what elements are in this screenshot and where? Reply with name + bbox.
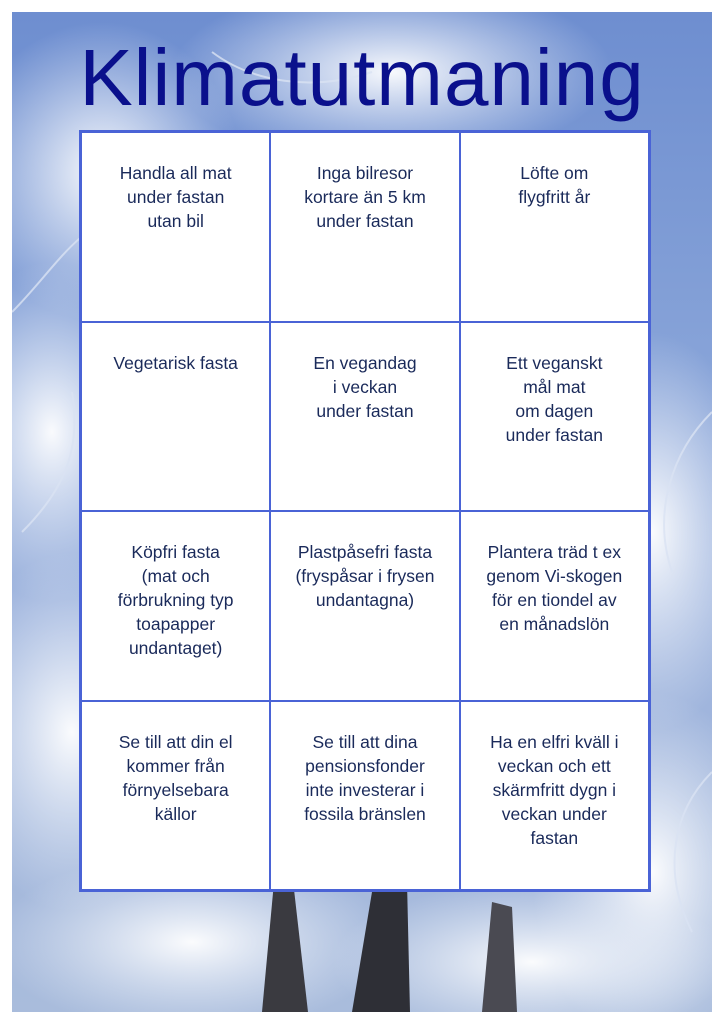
challenge-cell-5: En vegandag i veckan under fastan	[270, 322, 459, 512]
challenge-cell-10: Se till att din el kommer från förnyelsebara källor	[81, 701, 270, 891]
challenge-cell-4: Vegetarisk fasta	[81, 322, 270, 512]
challenge-cell-2: Inga bilresor kortare än 5 km under fastan	[270, 132, 459, 322]
challenge-cell-8: Plastpåsefri fasta (fryspåsar i frysen undantagna)	[270, 511, 459, 701]
challenge-cell-7: Köpfri fasta (mat och förbrukning typ toapapper undantaget)	[81, 511, 270, 701]
challenge-cell-3: Löfte om flygfritt år	[460, 132, 649, 322]
challenge-cell-6: Ett veganskt mål mat om dagen under fastan	[460, 322, 649, 512]
challenge-cell-9: Plantera träd t ex genom Vi-skogen för en tiondel av en månadslön	[460, 511, 649, 701]
challenge-cell-11: Se till att dina pensionsfonder inte investerar i fossila bränslen	[270, 701, 459, 891]
challenge-grid	[79, 130, 651, 892]
challenge-cell-12: Ha en elfri kväll i veckan och ett skärmfritt dygn i veckan under fastan	[460, 701, 649, 891]
poster-title: Klimatutmaning	[79, 33, 645, 122]
challenge-cell-1: Handla all mat under fastan utan bil	[81, 132, 270, 322]
